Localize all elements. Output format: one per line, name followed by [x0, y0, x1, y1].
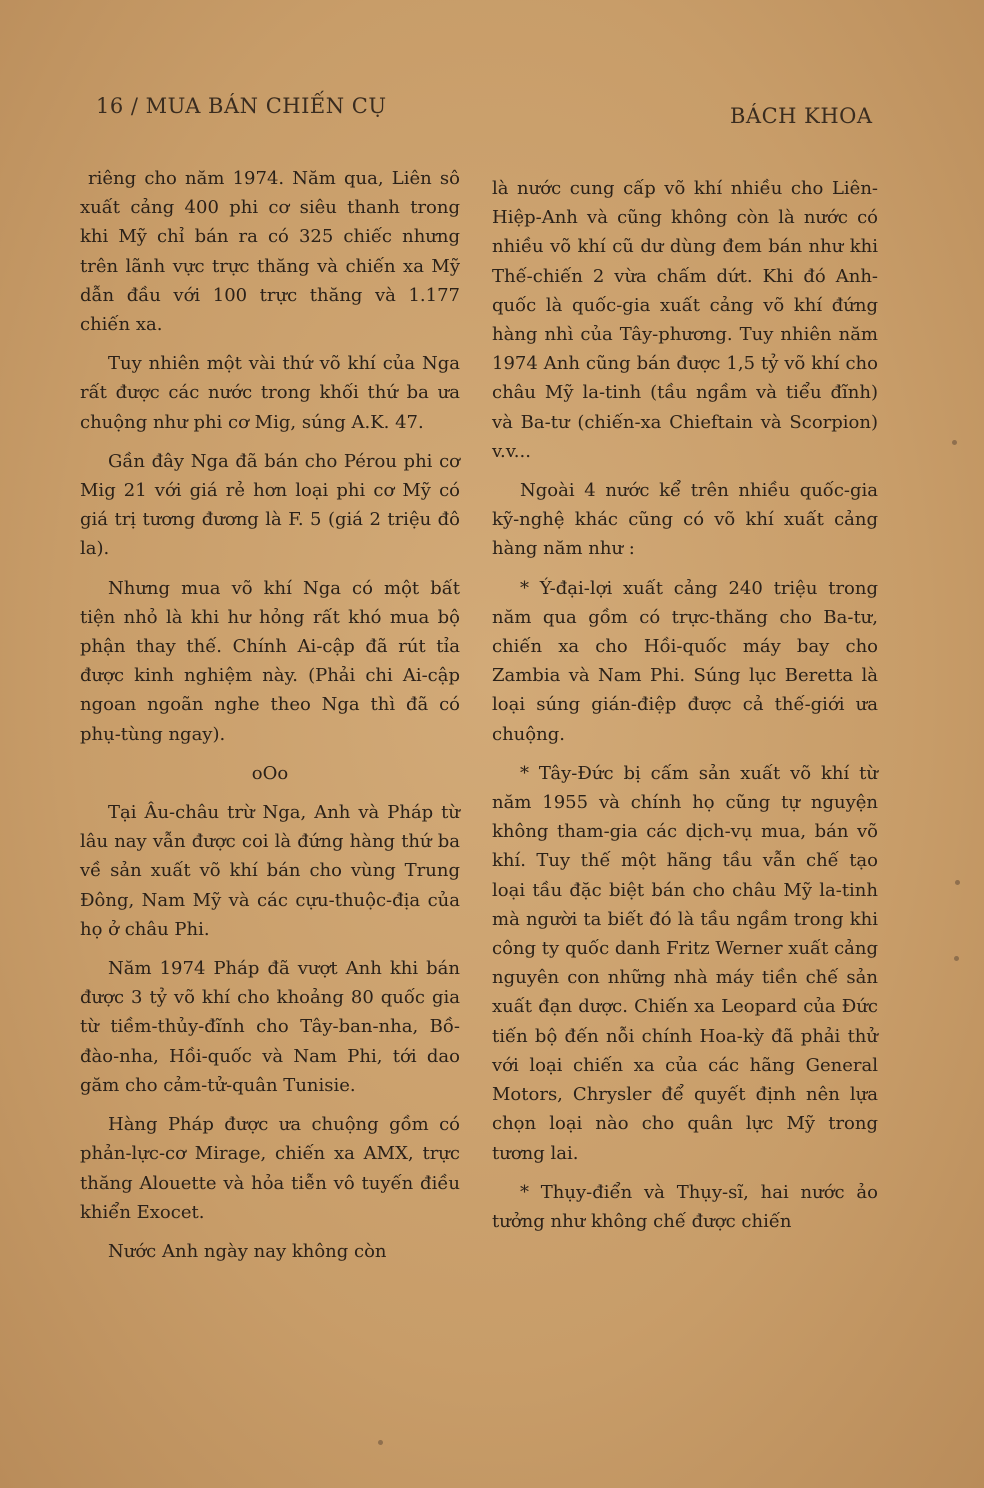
left-column: [80, 164, 460, 1276]
paragraph: Tuy nhiên một vài thứ võ khí của Nga rất được các nước trong khối thứ ba ưa chuộng như phi cơ Mig, súng A.K. 47.: [80, 353, 460, 433]
paragraph: Năm 1974 Pháp đã vượt Anh khi bán được 3 tỷ võ khí cho khoảng 80 quốc gia từ tiềm-thủy-đĩnh cho Tây-ban-nha, Bồ-đào-nha, Hồi-quốc và Nam Phi, tới dao găm cho cảm-tử-quân Tunisie.: [80, 958, 460, 1096]
section-separator: oOo: [251, 762, 289, 784]
paper-speck: [378, 1440, 383, 1445]
paragraph: Hàng Pháp được ưa chuộng gồm có phản-lực-cơ Mirage, chiến xa AMX, trực thăng Alouette và hỏa tiễn vô tuyến điều khiển Exocet.: [80, 1114, 460, 1223]
paper-speck: [955, 880, 960, 885]
paragraph: Ngoài 4 nước kể trên nhiều quốc-gia kỹ-nghệ khác cũng có võ khí xuất cảng hàng năm như :: [492, 480, 878, 560]
paragraph: Gần đây Nga đã bán cho Pérou phi cơ Mig 21 với giá rẻ hơn loại phi cơ Mỹ có giá trị tương đương là F. 5 (giá 2 triệu đô la).: [80, 450, 460, 560]
paragraph: * Thụy-điển và Thụy-sĩ, hai nước ảo tưởng như không chế được chiến: [492, 1181, 878, 1232]
page-header-right: BÁCH KHOA: [730, 104, 873, 128]
page-header-left: 16 / MUA BÁN CHIẾN CỤ: [96, 94, 387, 118]
paragraph: riêng cho năm 1974. Năm qua, Liên sô xuất cảng 400 phi cơ siêu thanh trong khi Mỹ chỉ bán ra có 325 chiếc nhưng trên lãnh vực trực thăng và chiến xa Mỹ dẫn đầu với 100 trực thăng và 1.177 chiến xa.: [80, 168, 460, 336]
paragraph: là nước cung cấp võ khí nhiều cho Liên-Hiệp-Anh và cũng không còn là nước có nhiều võ khí cũ dư dùng đem bán như khi Thế-chiến 2 vừa chấm dứt. Khi đó Anh-quốc là quốc-gia xuất cảng võ khí đứng hàng nhì của Tây-phương. Tuy nhiên năm 1974 Anh cũng bán được 1,5 tỷ võ khí cho châu Mỹ la-tinh (tầu ngầm và tiểu đĩnh) và Ba-tư (chiến-xa Chieftain và Scorpion) v.v...: [492, 178, 878, 462]
paragraph: * Ý-đại-lợi xuất cảng 240 triệu trong năm qua gồm có trực-thăng cho Ba-tư, chiến xa cho Hồi-quốc máy bay cho Zambia và Nam Phi. Súng lục Beretta là loại súng gián-điệp được cả thế-giới ưa chuộng.: [492, 577, 878, 745]
paper-speck: [954, 956, 959, 961]
paper-speck: [952, 440, 957, 445]
right-column: [492, 174, 878, 1246]
paragraph: * Tây-Đức bị cấm sản xuất võ khí từ năm 1955 và chính họ cũng tự nguyện không tham-gia các dịch-vụ mua, bán võ khí. Tuy thế một hãng tầu vẫn chế tạo loại tầu đặc biệt bán cho châu Mỹ la-tinh mà người ta biết đó là tầu ngầm trong khi công ty quốc danh Fritz Werner xuất cảng nguyên con những nhà máy tiền chế sản xuất đạn dược. Chiến xa Leopard của Đức tiến bộ đến nỗi chính Hoa-kỳ đã phải thử với loại chiến xa của các hãng General Motors, Chrysler để quyết định nên lựa chọn loại nào cho quân lực Mỹ trong tương lai.: [492, 762, 878, 1164]
paragraph: Nhưng mua võ khí Nga có một bất tiện nhỏ là khi hư hỏng rất khó mua bộ phận thay thế. Chính Ai-cập đã rút tỉa được kinh nghiệm này. (Phải chi Ai-cập ngoan ngoãn nghe theo Nga thì đã có phụ-tùng ngay).: [80, 577, 460, 745]
paragraph: Tại Âu-châu trừ Nga, Anh và Pháp từ lâu nay vẫn được coi là đứng hàng thứ ba về sản xuất võ khí bán cho vùng Trung Đông, Nam Mỹ và các cựu-thuộc-địa của họ ở châu Phi.: [80, 802, 460, 940]
paragraph: Nước Anh ngày nay không còn: [108, 1240, 387, 1262]
